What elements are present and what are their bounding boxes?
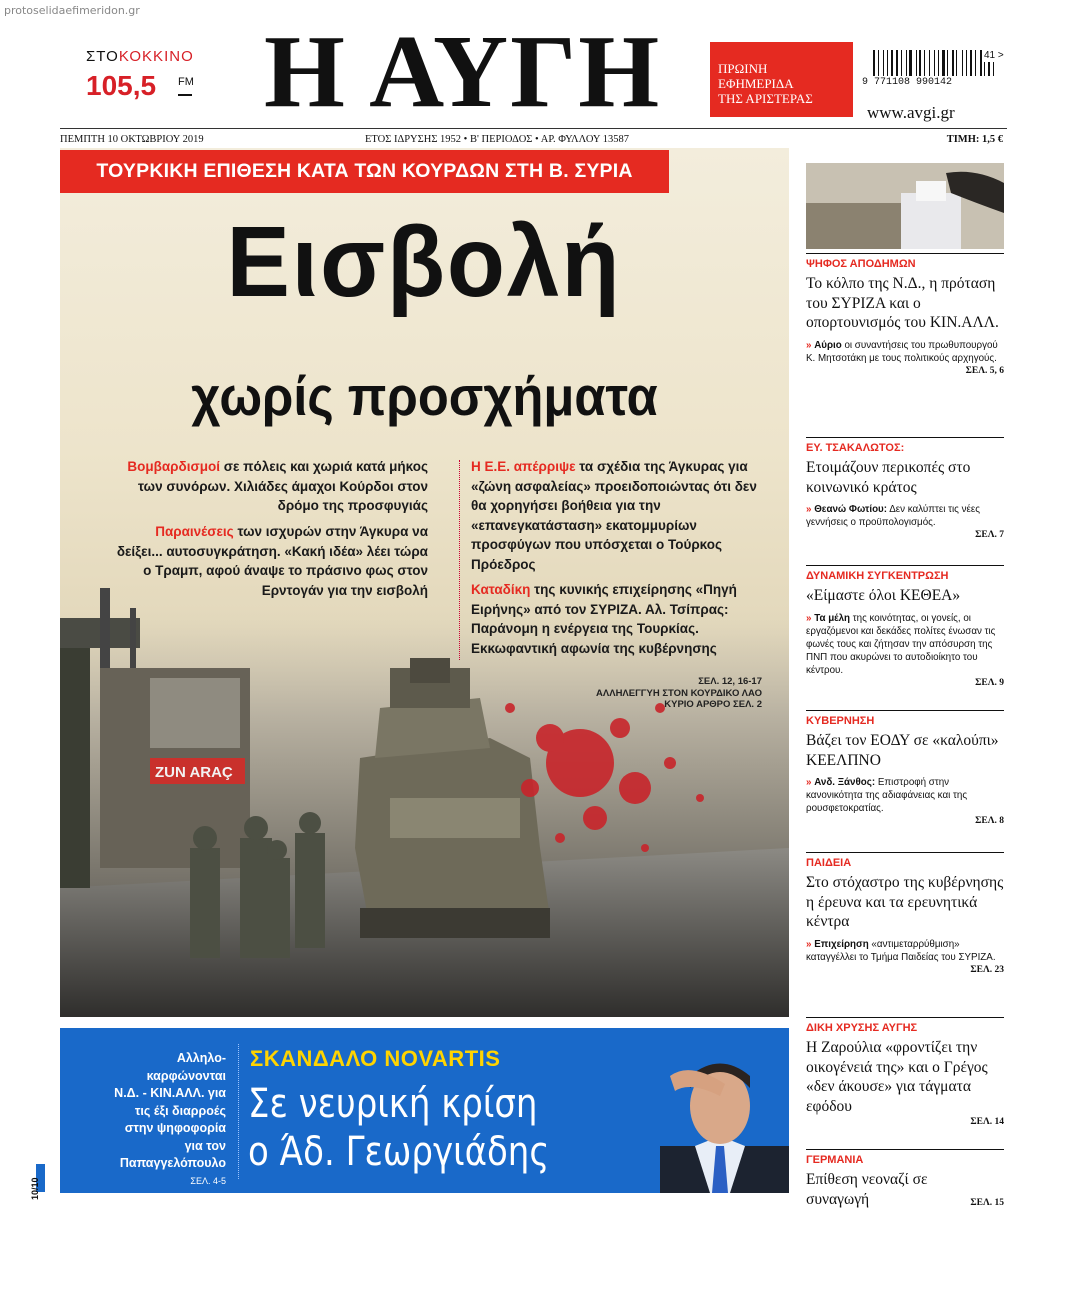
sidebar-story-page-ref: ΣΕΛ. 9	[975, 677, 1004, 688]
newspaper-title[interactable]: Η ΑΥΓΗ	[264, 14, 662, 129]
main-subheadline[interactable]: χωρίς προσχήματα	[191, 365, 658, 427]
issue-info: ΕΤΟΣ ΙΔΡΥΣΗΣ 1952 • Β' ΠΕΡΙΟΔΟΣ • ΑΡ. ΦΥΛΛΟΥ 13587	[365, 134, 629, 145]
sidebar-story-summary: » Επιχείρηση «αντιμεταρρύθμιση» καταγγέλλει το Τμήμα Παιδείας του ΣΥΡΙΖΑ.	[806, 938, 996, 963]
sidebar-story-headline[interactable]: «Είμαστε όλοι ΚΕΘΕΑ»	[806, 587, 961, 604]
arrow-icon: »	[806, 612, 812, 624]
sidebar-story[interactable]	[806, 710, 1004, 826]
issue-price: ΤΙΜΗ: 1,5 €	[946, 134, 1003, 145]
arrow-icon: »	[806, 777, 812, 788]
radio-frequency: 105,5	[86, 70, 157, 101]
section-rule	[806, 1017, 1004, 1018]
radio-name: ΣΤΟΚΟΚΚΙΝΟ	[86, 48, 194, 65]
barcode-number: 9 771108 990142	[862, 77, 953, 88]
sub-point-bombings: Βομβαρδισμοί σε πόλεις και χωριά κατά μήκος των συνόρων. Χιλιάδες άμαχοι Κούρδοι στον δρόμο της προσφυγιάς	[127, 459, 428, 513]
sidebar-story[interactable]	[806, 1017, 1004, 1127]
sidebar-story-section: ΔΥΝΑΜΙΚΗ ΣΥΓΚΕΝΤΡΩΣΗ	[806, 570, 949, 582]
arrow-icon: »	[806, 504, 812, 515]
section-rule	[806, 253, 1004, 254]
sidebar-story-section: ΔΙΚΗ ΧΡΥΣΗΣ ΑΥΓΗΣ	[806, 1022, 918, 1034]
banner-divider	[238, 1044, 239, 1179]
barcode-addon-graphic	[984, 62, 998, 76]
barcode-issue: 41 >	[984, 50, 1004, 61]
sidebar-story-section: ΕΥ. ΤΣΑΚΑΛΩΤΟΣ:	[806, 442, 905, 454]
sidebar-story-headline[interactable]: Ετοιμάζουν περικοπές στο κοινωνικό κράτος	[806, 459, 971, 496]
novartis-banner[interactable]	[60, 1028, 789, 1193]
section-rule	[806, 852, 1004, 853]
sidebar-story-summary: » Ανδ. Ξάνθος: Επιστροφή στην κανονικότητα της αδιαφάνειας και της ρουσφετοκρατίας.	[806, 777, 968, 814]
sidebar-story[interactable]	[806, 253, 1004, 376]
main-page-refs: ΣΕΛ. 12, 16-17 ΑΛΛΗΛΕΓΓΥΗ ΣΤΟΝ ΚΟΥΡΔΙΚΟ ΛΑΟ ΚΥΡΙΟ ΑΡΘΡΟ ΣΕΛ. 2	[596, 676, 762, 710]
dateline	[60, 128, 1007, 147]
section-rule	[806, 1149, 1004, 1150]
banner-side-ref: ΣΕΛ. 4-5	[190, 1176, 226, 1186]
sidebar-story-section: ΓΕΡΜΑΝΙΑ	[806, 1154, 864, 1166]
radio-dash	[178, 94, 192, 96]
sidebar-story-section: ΨΗΦΟΣ ΑΠΟΔΗΜΩΝ	[806, 258, 916, 270]
sidebar-story-summary: » Τα μέλη της κοινότητας, οι γονείς, οι εργαζόμενοι και δεκάδες πολίτες ένωσαν τις φωνές τους και ζήτησαν την απόσυρση της ΠΝΠ που ακυρώνει το αυτοδιοίκητο του κέντρου.	[806, 612, 996, 676]
ballot-box-photo	[806, 163, 1004, 249]
sidebar-story-headline[interactable]: Η Ζαρούλια «φροντίζει την οικογένειά της» και ο Γρέγος «δεν άκουσε» για τάγματα εφόδου	[806, 1039, 988, 1115]
politician-photo	[650, 1036, 789, 1193]
site-watermark: protoselidaefimeridon.gr	[4, 4, 140, 17]
barcode-graphic	[873, 50, 983, 76]
sidebar-story-headline[interactable]: Επίθεση νεοναζί σε συναγωγή	[806, 1171, 928, 1208]
sidebar-story-section: ΚΥΒΕΡΝΗΣΗ	[806, 715, 875, 727]
main-story[interactable]	[60, 148, 789, 1017]
truck-sign: ZUN ARAÇ	[155, 764, 233, 781]
banner-side-story: Αλληλο- καρφώνονται Ν.Δ. - ΚΙΝ.ΑΛΛ. για τις έξι διαρροές στην ψηφοφορία για τον Παπαγγελόπουλο	[114, 1051, 226, 1170]
column-divider	[459, 460, 460, 660]
sidebar-story-section: ΠΑΙΔΕΙΑ	[806, 857, 852, 869]
section-rule	[806, 565, 1004, 566]
radio-band: FM	[178, 76, 194, 88]
sidebar-story-headline[interactable]: Στο στόχαστρο της κυβέρνησης η έρευνα και τα ερευνητικά κέντρα	[806, 874, 1004, 930]
sidebar-story-page-ref: ΣΕΛ. 14	[970, 1117, 1004, 1127]
sidebar-story[interactable]	[806, 437, 1004, 540]
sidebar-story-summary: » Θεανώ Φωτίου: Δεν καλύπτει τις νέες γεννήσεις ο προϋπολογισμός.	[806, 504, 980, 528]
tagline-box: ΠΡΩΙΝΗ ΕΦΗΜΕΡΙΔΑ ΤΗΣ ΑΡΙΣΤΕΡΑΣ	[710, 42, 853, 117]
sidebar-story-page-ref: ΣΕΛ. 23	[970, 964, 1004, 975]
section-rule	[806, 710, 1004, 711]
banner-headline[interactable]: Σε νευρική κρίση ο Άδ. Γεωργιάδης	[248, 1081, 550, 1175]
sub-point-eu: Η Ε.Ε. απέρριψε τα σχέδια της Άγκυρας για «ζώνη ασφαλείας» προειδοποιώντας ότι δεν θα χορηγήσει βοήθεια για την «επανεγκατάσταση» εκατομμυρίων προσφύγων που υπόσχεται ο Τούρκος Πρόεδρος	[471, 459, 757, 572]
main-headline[interactable]: Εισβολή	[226, 206, 622, 318]
spine-label: 10/10	[30, 1177, 40, 1200]
sidebar-story-page-ref: ΣΕΛ. 15	[970, 1198, 1004, 1208]
banner-kicker: ΣΚΑΝΔΑΛΟ NOVARTIS	[250, 1046, 501, 1071]
sub-point-syriza: Καταδίκη της κυνικής επιχείρησης «Πηγή Ειρήνης» από τον ΣΥΡΙΖΑ. Αλ. Τσίπρας: Παράνομη η ενέργεια της Τουρκίας. Εκκωφαντική αφωνία της κυβέρνησης	[471, 582, 737, 656]
sidebar-story-headline[interactable]: Το κόλπο της Ν.Δ., η πρόταση του ΣΥΡΙΖΑ και ο οπορτουνισμός του ΚΙΝ.ΑΛΛ.	[806, 275, 999, 331]
sub-point-trump: Παραινέσεις των ισχυρών στην Άγκυρα να δείξει... αυτοσυγκράτηση. «Κακή ιδέα» λέει τώρα ο Τραμπ, αφού άναψε το πράσινο φως στον Ερντογάν για την εισβολή	[116, 524, 428, 598]
issue-date: ΠΕΜΠΤΗ 10 ΟΚΤΩΒΡΙΟΥ 2019	[60, 134, 204, 145]
sidebar-story-page-ref: ΣΕΛ. 5, 6	[965, 365, 1004, 376]
sidebar-story[interactable]	[806, 1149, 1004, 1209]
main-kicker: ΤΟΥΡΚΙΚΗ ΕΠΙΘΕΣΗ ΚΑΤΑ ΤΩΝ ΚΟΥΡΔΩΝ ΣΤΗ Β. ΣΥΡΙΑ	[60, 150, 669, 193]
sidebar-story[interactable]	[806, 852, 1004, 975]
sidebar-story[interactable]	[806, 565, 1004, 688]
section-rule	[806, 437, 1004, 438]
sidebar-story-headline[interactable]: Βάζει τον ΕΟΔΥ σε «καλούπι» ΚΕΕΛΠΝΟ	[806, 732, 999, 769]
website-link[interactable]: www.avgi.gr	[867, 103, 955, 122]
arrow-icon: »	[806, 938, 812, 950]
sidebar-story-summary: » Αύριο οι συναντήσεις του πρωθυπουργού Κ. Μητσοτάκη με τους πολιτικούς αρχηγούς.	[806, 339, 998, 364]
sidebar-story-page-ref: ΣΕΛ. 7	[975, 530, 1004, 540]
arrow-icon: »	[806, 339, 812, 351]
radio-promo[interactable]	[86, 48, 206, 101]
sidebar-story-page-ref: ΣΕΛ. 8	[975, 816, 1004, 826]
